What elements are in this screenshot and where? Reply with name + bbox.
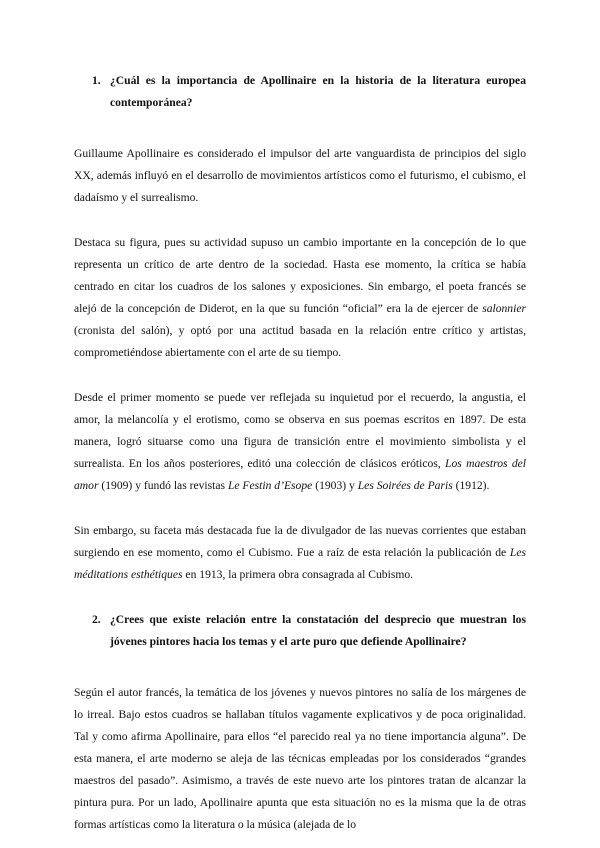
italic-title: salonnier	[482, 302, 526, 315]
italic-title: Los maestros del amor	[74, 457, 527, 492]
body-paragraph	[74, 387, 526, 497]
paragraph-text: Según el autor francés, la temática de los jóvenes y nuevos pintores no salía de los márgenes de lo irreal. Bajo estos cuadros se hallaban títulos vagamente explicativos y de poca originalidad. Tal y como afirma Apollinaire, para ellos “el parecido real ya no tiene importancia alguna”. De esta manera, el arte moderno se aleja de las técnicas empleadas por los considerados “grandes maestros del pasado”. Asimismo, a través de este nuevo arte los pintores tratan de alcanzar la pintura pura. Por un lado, Apollinaire apunta que esta situación no es la misma que la de otras formas artísticas como la literatura o la música (alejada de lo	[74, 686, 526, 831]
italic-title: Les méditations esthétiques	[74, 546, 526, 581]
body-paragraph	[74, 232, 526, 364]
paragraph-text: Desde el primer momento se puede ver reflejada su inquietud por el recuerdo, la angustia, el amor, la melancolía y el erotismo, como se observa en sus poemas escritos en 1897. De esta manera, logró situarse como una figura de transición entre el movimiento simbolista y el surrealista. En los años posteriores, editó una colección de clásicos eróticos,	[74, 391, 526, 470]
body-paragraph	[74, 520, 526, 586]
italic-title: Les Soirées de Paris	[357, 479, 453, 492]
paragraph-text: (cronista del salón), y optó por una actitud basada en la relación entre crítico y artistas, comprometiéndose abiertamente con el arte de su tiempo.	[74, 324, 526, 359]
question-number: 1.	[92, 74, 101, 87]
paragraph-text: Guillaume Apollinaire es considerado el impulsor del arte vanguardista de principios del siglo XX, además influyó en el desarrollo de movimientos artísticos como el futurismo, el cubismo, el dadaísmo y el surrealismo.	[74, 147, 526, 204]
question-heading	[92, 70, 526, 114]
question-number: 2.	[92, 613, 101, 626]
paragraph-text: Destaca su figura, pues su actividad supuso un cambio importante en la concepción de lo que representa un crítico de arte dentro de la sociedad. Hasta ese momento, la crítica se había centrado en citar los cuadros de los salones y exposiciones. Sin embargo, el poeta francés se alejó de la concepción de Diderot, en la que su función “oficial” era la de ejercer de	[74, 236, 526, 315]
paragraph-text: en 1913, la primera obra consagrada al Cubismo.	[182, 568, 414, 581]
question-text: ¿Crees que existe relación entre la constatación del desprecio que muestran los jóvenes pintores hacia los temas y el arte puro que defiende Apollinaire?	[110, 613, 526, 648]
question-text: ¿Cuál es la importancia de Apollinaire en la historia de la literatura europea contemporánea?	[110, 74, 526, 109]
question-heading	[92, 609, 526, 653]
paragraph-text: (1909) y fundó las revistas	[98, 479, 228, 492]
italic-title: Le Festin d’Esope	[227, 479, 313, 492]
body-paragraph	[74, 682, 526, 836]
body-paragraph	[74, 143, 526, 209]
paragraph-text: (1903) y	[312, 479, 358, 492]
paragraph-text: Sin embargo, su faceta más destacada fue la de divulgador de las nuevas corrientes que estaban surgiendo en ese momento, como el Cubismo. Fue a raíz de esta relación la publicación de	[74, 524, 526, 559]
paragraph-text: (1912).	[452, 479, 490, 492]
